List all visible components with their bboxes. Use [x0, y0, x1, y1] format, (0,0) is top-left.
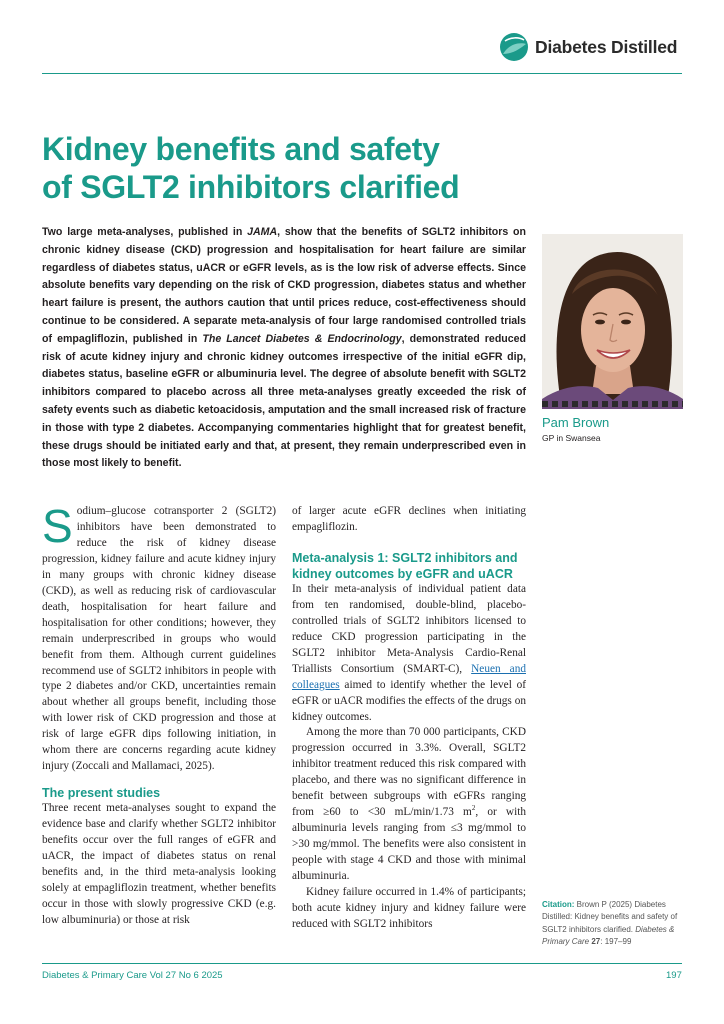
citation-pages: : 197–99	[600, 936, 632, 946]
citation-volume: 27	[589, 936, 601, 946]
article-title	[42, 130, 522, 206]
superscript-2: 2	[471, 804, 476, 813]
present-studies-paragraph: Three recent meta-analyses sought to expand the evidence base and clarify whether SGLT2 inhibitor benefits occur over the full ranges of eGFR and uACR, the impact of diabetes status on renal benefits and, in the third meta-analysis looking solely at empagliflozin treatment, whether benefits occur in those with slowly progressive CKD (e.g. low albuminuria) or those at risk	[42, 802, 276, 926]
abstract-journal-2: The Lancet Diabetes & Endocrinology	[202, 332, 402, 345]
leaf-logo-icon	[499, 32, 529, 62]
author-name: Pam Brown	[542, 415, 610, 430]
title-line-1: Kidney benefits and safety	[42, 131, 440, 167]
intro-text: odium–glucose cotransporter 2 (SGLT2) inhibitors have been demonstrated to reduce the risk of kidney disease progression, kidney failure and acute kidney injury in many groups with chronic kidney disease (CKD), as well as reducing risk of cardiovascular death, hospitalisation for heart failure and hospitalisation for other conditions; however, they remain underprescribed in groups who would benefit from them. Although current guidelines recommend use of SGLT2 inhibitors in people with type 2 diabetes and/or CKD, uncertainties remain about whether all groups benefit, including those with lower risk of CKD progression and those at risk of large eGFR dips following initiation, in whom there are concerns regarding acute kidney injury (Zoccali and Mallamaci, 2025).	[42, 505, 276, 773]
citation-text: Brown P (2025) Diabetes Distilled: Kidney benefits and safety of SGLT2 inhibitors clarified.	[542, 900, 678, 934]
page-number: 197	[666, 970, 682, 981]
citation-label: Citation:	[542, 900, 575, 909]
kidney-failure-paragraph: Kidney failure occurred in 1.4% of participants; both acute kidney injury and kidney failure were reduced with SGLT2 inhibitors	[292, 886, 526, 930]
drop-cap: S	[42, 500, 73, 552]
author-photo	[542, 234, 683, 409]
citation-journal: Diabetes & Primary Care	[542, 924, 675, 946]
citation	[542, 899, 687, 948]
results-text-a: Among the more than 70 000 participants, CKD progression occurred in 3.3%. Overall, SGLT2 inhibitor treatment reduced this risk compared with placebo, and there was no significant difference in benefit between subgroups with eGFRs ranging from ≥60 to <30 mL/min/1.73 m	[292, 726, 526, 819]
brand-logo	[499, 28, 689, 66]
continued-paragraph: of larger acute eGFR declines when initiating empagliflozin.	[292, 505, 526, 533]
body-column-2	[292, 504, 526, 933]
footer-rule	[42, 963, 682, 964]
author-role: GP in Swansea	[542, 433, 601, 443]
meta1-text-b: aimed to identify whether the level of eGFR or uACR modifies the effects of the drugs on kidney outcomes.	[292, 678, 526, 723]
meta1-paragraph	[292, 582, 526, 726]
abstract-part-1: Two large meta-analyses, published in	[42, 226, 248, 238]
results-text-b: , or with albuminuria levels ranging from ≤3 mg/mmol to >30 mg/mmol. The benefits were also consistent in people with stage 4 CKD and those with minimal albuminuria.	[292, 806, 526, 883]
heading-meta-analysis-1: Meta-analysis 1: SGLT2 inhibitors and kidney outcomes by eGFR and uACR	[292, 550, 518, 581]
neuen-colleagues-link[interactable]: Neuen and colleagues	[292, 662, 526, 691]
footer-journal-info: Diabetes & Primary Care Vol 27 No 6 2025	[42, 970, 223, 981]
header-rule	[42, 73, 682, 74]
abstract-part-3: , demonstrated reduced risk of acute kidney injury and chronic kidney outcomes irrespective of the initial eGFR dip, diabetes status, baseline eGFR or albuminuria level. The degree of absolute benefit with SGLT2 inhibitors compared to placebo across all three meta-analyses greatly exceeded the risk of safety events such as diabetic ketoacidosis, amputation and the small increased risk of fracture in those with type 2 diabetes. Accompanying commentaries highlight that for greatest benefit, these drugs should be initiated early and that, at present, they remain underprescribed even in those most likely to benefit.	[42, 332, 527, 470]
title-line-2: of SGLT2 inhibitors clarified	[42, 169, 460, 205]
brand-name: Diabetes Distilled	[535, 36, 678, 57]
results-paragraph	[292, 725, 526, 885]
body-column-1	[42, 500, 276, 929]
abstract-part-2: , show that the benefits of SGLT2 inhibitors on chronic kidney disease (CKD) progression and hospitalisation for heart failure are similar regardless of diabetes status, uACR or eGFR levels, as is the low risk of adverse effects. Since absolute benefits vary depending on the risk of CKD progression, diabetes status and whether heart failure is present, the authors caution that until prices reduce, cost-effectiveness should continue to be considered. A separate meta-analysis of four large randomised controlled trials of empagliflozin, published in	[42, 226, 526, 345]
intro-paragraph	[42, 500, 276, 775]
abstract	[42, 224, 526, 473]
abstract-journal-1: JAMA	[247, 226, 278, 238]
heading-present-studies: The present studies	[42, 786, 161, 801]
meta1-text-a: In their meta-analysis of individual patient data from ten randomised, double-blind, placebo-controlled trials of SGLT2 inhibitors licensed to reduce CKD progression participating in the SGLT2 inhibitor Meta-Analysis Cardio-Renal Triallists Consortium (SMART-C),	[292, 582, 526, 675]
